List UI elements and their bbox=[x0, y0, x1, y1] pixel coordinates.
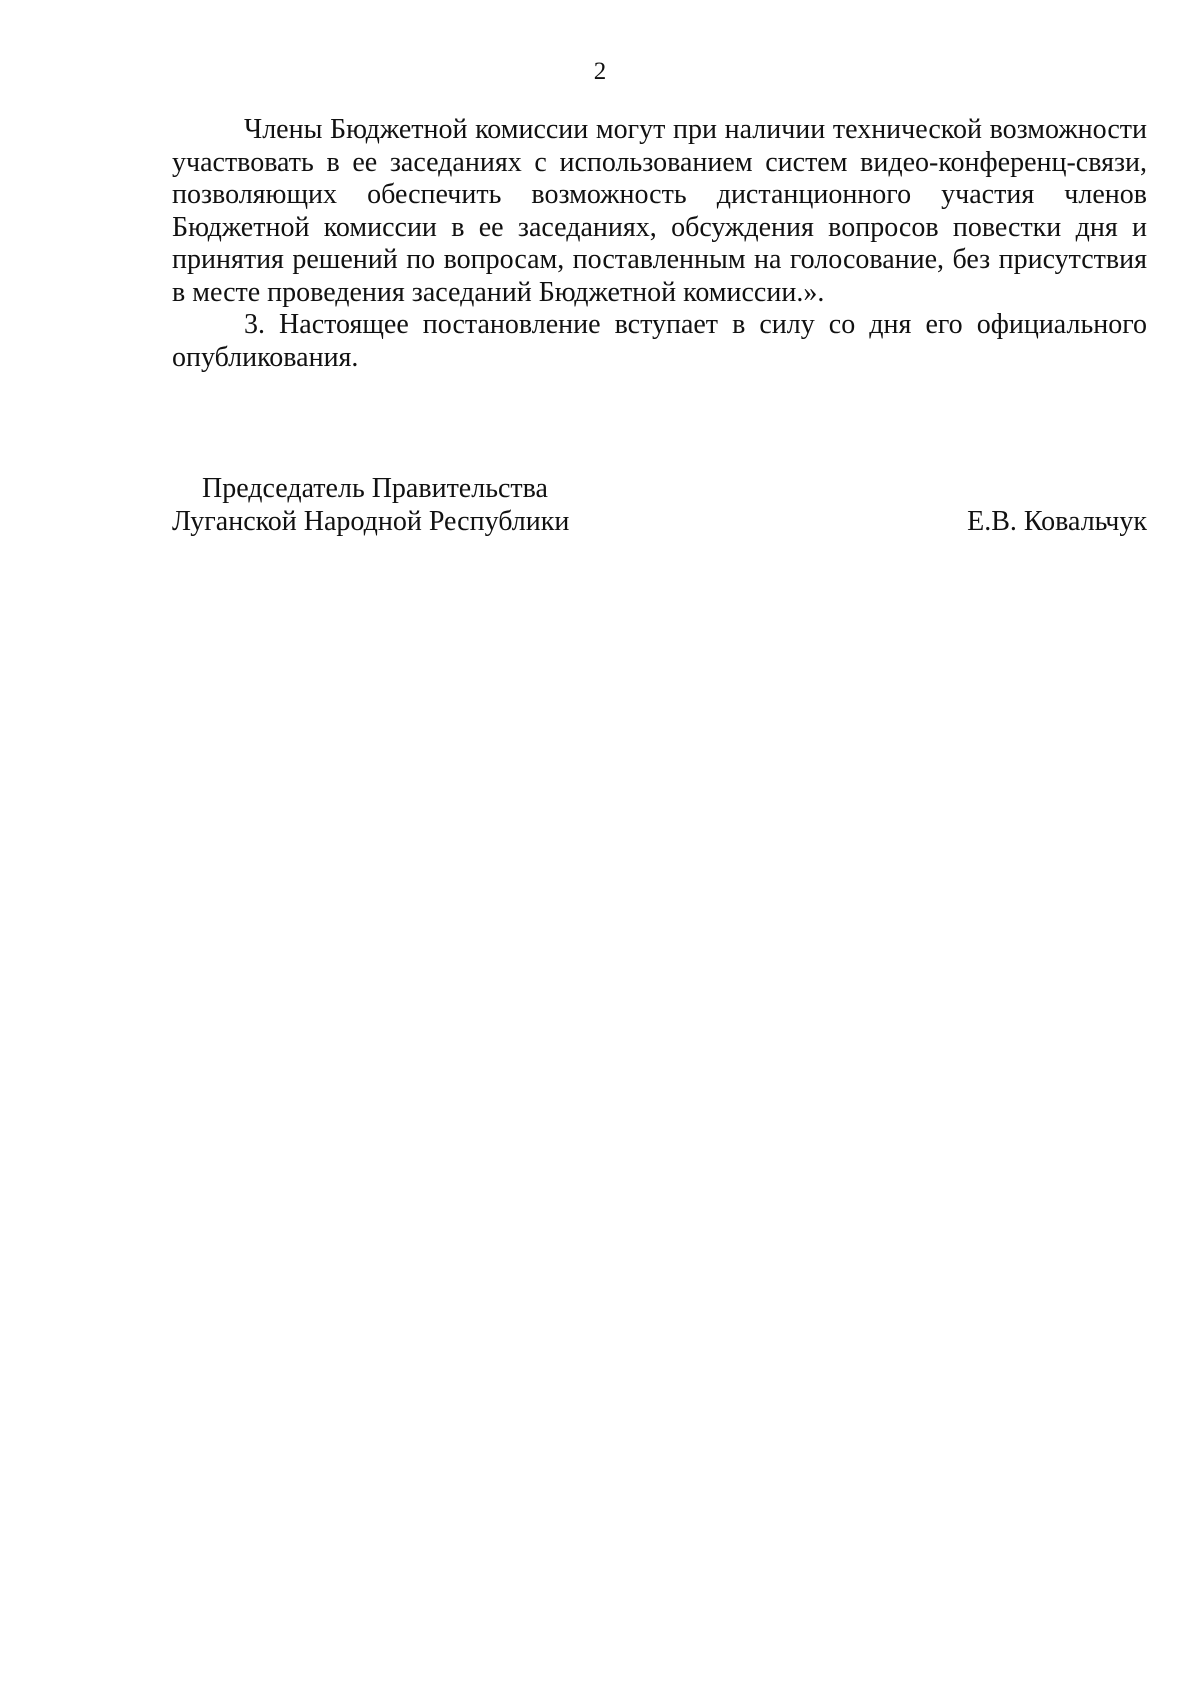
paragraph-entry-into-force: 3. Настоящее постановление вступает в силу со дня его официального опубликования. bbox=[172, 309, 1147, 373]
signatory-title-line2: Луганской Народной Республики bbox=[172, 505, 570, 537]
signatory-title-line1: Председатель Правительства bbox=[202, 473, 548, 504]
document-body bbox=[172, 114, 1147, 374]
signature-row bbox=[172, 506, 1147, 539]
paragraph-video-conference: Члены Бюджетной комиссии могут при наличии технической возможности участвовать в ее заседаниях с использованием систем видео-конференц-связи, позволяющих обеспечить возможность дистанционного участия членов Бюджетной комиссии в ее заседаниях, обсуждения вопросов повестки дня и принятия решений по вопросам, поставленным на голосование, без присутствия в месте проведения заседаний Бюджетной комиссии.». bbox=[172, 114, 1147, 308]
signature-block bbox=[172, 473, 1147, 538]
signatory-name: Е.В. Ковальчук bbox=[967, 505, 1147, 537]
page-number: 2 bbox=[593, 58, 607, 85]
